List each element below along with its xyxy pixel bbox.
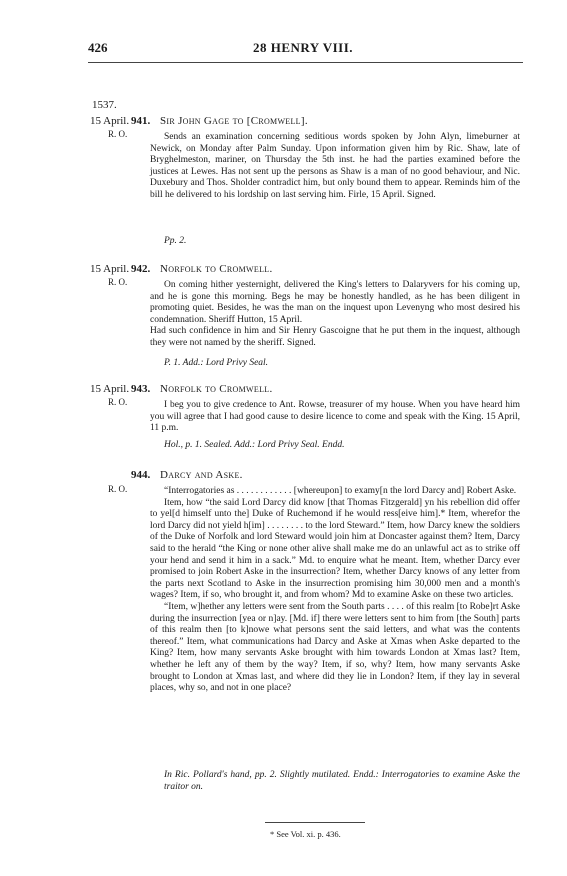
- entry-paragraph: I beg you to give credence to Ant. Rowse, treasurer of my house. When you have heard him you will agree that I had good cause to desire licence to come and speak with the King. 15 April, 11 p.m.: [150, 400, 520, 434]
- entry-body: [150, 280, 520, 350]
- entry-date: 15 April.: [90, 263, 130, 275]
- entry-note: In Ric. Pollard's hand, pp. 2. Slightly mutilated. Endd.: Interrogatories to examine Aske the traitor on.: [164, 770, 520, 792]
- entry-942: [88, 264, 528, 374]
- entry-number: 941.: [131, 115, 151, 127]
- year-label: 1537.: [92, 99, 117, 111]
- entry-number: 943.: [131, 383, 151, 395]
- entry-source: R. O.: [108, 129, 128, 139]
- entry-source: R. O.: [108, 277, 128, 287]
- entry-body: [150, 400, 520, 435]
- entry-944: [88, 470, 528, 810]
- entry-title: Darcy and Aske.: [160, 469, 243, 481]
- entry-943: [88, 384, 528, 454]
- footnote-rule: [265, 822, 365, 823]
- footnote: * See Vol. xi. p. 436.: [270, 829, 341, 839]
- entry-title: Norfolk to Cromwell.: [160, 263, 273, 275]
- entry-paragraph: On coming hither yesternight, delivered the King's letters to Dalaryvers for his coming up, and he is gone this morning. Begs he may be honestly handled, as he has been diligent in promoting quiet. Besides, he was the man on the inquest upon Levenyng who most desired his condemnation. Sheriff Hutton, 15 April.: [150, 280, 520, 325]
- entry-number: 942.: [131, 263, 151, 275]
- page-number: 426: [88, 40, 108, 55]
- entry-note: P. 1. Add.: Lord Privy Seal.: [164, 358, 269, 368]
- entry-title: Norfolk to Cromwell.: [160, 383, 273, 395]
- entry-date: 15 April.: [90, 383, 130, 395]
- entry-date: 15 April.: [90, 115, 130, 127]
- header-rule: [88, 62, 523, 63]
- entry-number: 944.: [131, 469, 151, 481]
- running-title: 28 HENRY VIII.: [252, 40, 354, 55]
- entry-note: Hol., p. 1. Sealed. Add.: Lord Privy Seal. Endd.: [164, 440, 345, 450]
- entry-paragraph: Item, how “the said Lord Darcy did know [that Thomas Fitzgerald] yn his rebellion did offer to yel[d himself unto the] Duke of Ruchemond if he would ress[eive him].* Item, wherefor the lord Darcy did not yield h[im] . . . . . . . . to the lord Steward.” Item, how Darcy knew the soldiers of the Duke of Norfolk and lord Steward would join him at Doncaster against them? Item, Darcy said to the herald “the King or none other alive shall make me do an unlawful act as to strike off your hend and send it him in a sack.” Md. to enquire what he meant. Item, whether Darcy ever promised to join Robert Aske in the insurrection? Item, whether Darcy knows of any letter from the parts next Scotland to Aske in the insurrection promising him 30,000 men and a month's wages? Item, if so, who brought it, and from whom? Md to examine Aske on these two articles.: [150, 497, 520, 601]
- entry-body: [150, 132, 520, 202]
- entry-body: [150, 486, 520, 695]
- entry-paragraph: “Interrogatories as . . . . . . . . . . . . [whereupon] to examy[n the lord Darcy and] Robert Aske.: [164, 486, 517, 496]
- entry-paragraph: Had such confidence in him and Sir Henry Gascoigne that he put them in the inquest, although they were not named by the sheriff. Signed.: [150, 326, 520, 348]
- entry-paragraph: Sends an examination concerning seditious words spoken by John Alyn, limeburner at Newick, on Monday after Palm Sunday. Upon information given him by Ric. Shaw, late of Bryghelmeston, mariner, on Thursday the 5th inst. he had the parties examined before the justices at Lewes. Has not sent up the persons as Shaw is a man of no good behaviour, and Nic. Duxebury and Thos. Sholder contradict him, but only bound them to appear. Reminds him of the bill he delivered to his lordship on last serving him. Firle, 15 April. Signed.: [150, 132, 520, 200]
- entry-note: Pp. 2.: [164, 236, 187, 246]
- entry-title: Sir John Gage to [Cromwell].: [160, 115, 308, 127]
- entry-941: [88, 116, 528, 256]
- entry-source: R. O.: [108, 397, 128, 407]
- entry-source: R. O.: [108, 484, 128, 494]
- entry-paragraph: “Item, w]hether any letters were sent from the South parts . . . . of this realm [to Robe]rt Aske during the insurrection [yea or n]ay. [Md. if] there were letters sent to him from [the South] parts of this realm then [to k]nowe what persons sent the said letters, and what was the contents thereof.” Item, what communications had Darcy and Aske at Xmas when Aske departed to the King? Item, how many servants Aske brought with him towards London at Xmas last? Item, whether he left any of them by the way? Item, if so, why? Item, how many servants Aske brought to London at Xmas last, and where did they lie in London? Item, if they lay in several places, why so, and not in one place?: [150, 601, 520, 694]
